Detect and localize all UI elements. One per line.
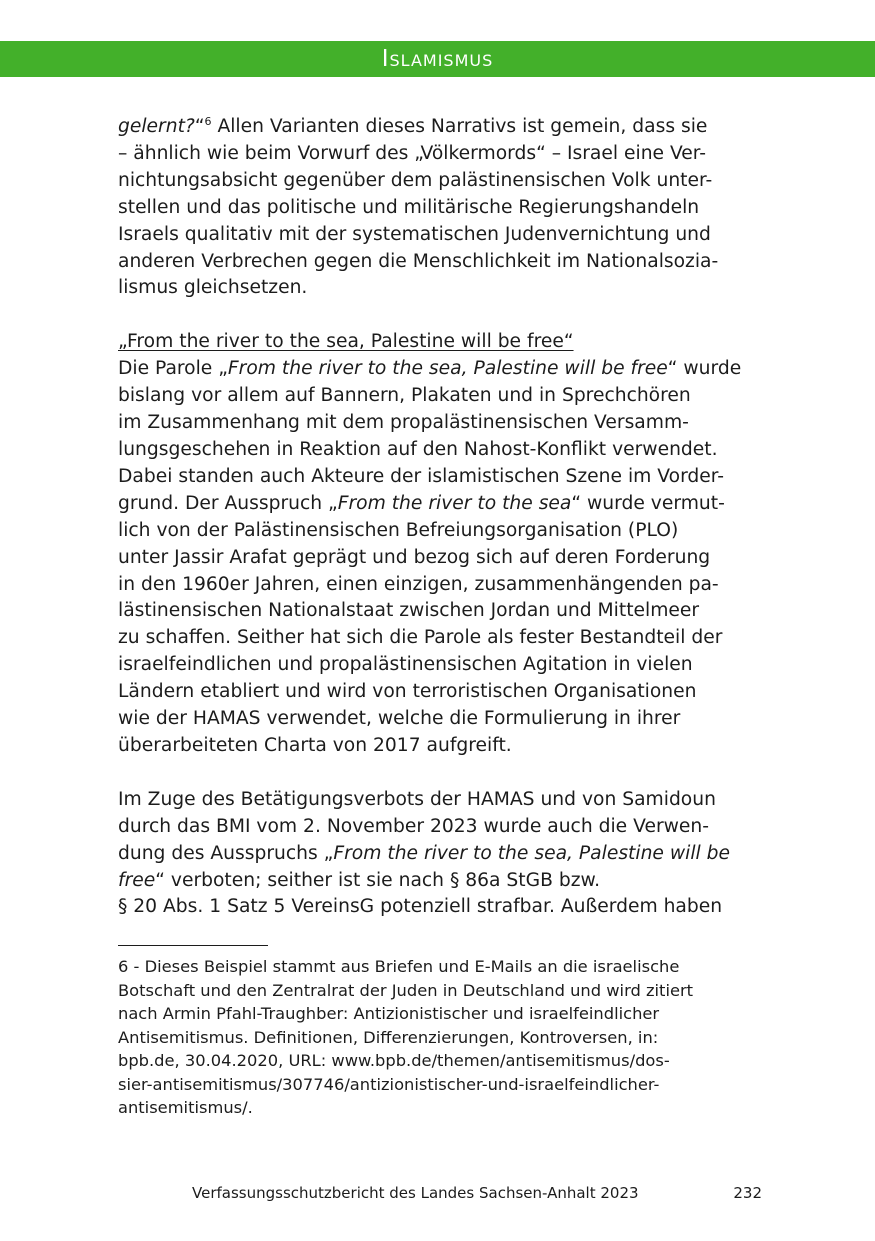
text-run: “ wurde vermut- lich von der Palästinensischen Befreiungsorganisation (PLO) unter Jassir Arafat geprägt und bezog sich auf deren Forderung in den 1960er Jahren, einen einzigen, zusammenhängenden pa- lästinensischen Nationalstaat zwischen Jordan und Mittelmeer zu schaffen. Seither hat sich die Parole als fester Bestandteil der israelfeindlichen und propalästinensischen Agitation in vielen Ländern etabliert und wird von terroristischen Organisationen wie der HAMAS verwendet, welche die Formulierung in ihrer überarbeiteten Charta von 2017 aufgreift. <box>118 492 725 756</box>
paragraph-2 <box>118 356 758 760</box>
paragraph-1 <box>118 114 758 302</box>
page-number: 232 <box>733 1184 762 1202</box>
main-text <box>118 114 758 921</box>
text-run: “ verboten; seither ist sie nach § 86a StGB bzw. § 20 Abs. 1 Satz 5 VereinsG potenziell strafbar. Außerdem haben <box>118 869 723 918</box>
footnote-6: 6 - Dieses Beispiel stammt aus Briefen und E-Mails an die israelische Botschaft und den Zentralrat der Juden in Deutschland und wird zitiert nach Armin Pfahl-Traughber: Antizionistischer und israelfeindlicher Antisemitismus. Definitionen, Differenzierungen, Kontroversen, in: bpb.de, 30.04.2020, URL: www.bpb.de/themen/antisemitismus/dos- sier-antisemitismus/307746/antizionistischer-und-israelfeindlicher- antisemitismus/. <box>118 957 694 1117</box>
section-header-band <box>0 41 875 77</box>
footnote-divider <box>118 945 268 946</box>
text-run: Die Parole „ <box>118 358 228 380</box>
text-run: Im Zuge des Betätigungsverbots der HAMAS und von Samidoun durch das BMI vom 2. November 2023 wurde auch die Verwen- dung des Ausspruchs „ <box>118 788 716 864</box>
italic-text-run: From the river to the sea <box>337 492 572 514</box>
italic-text-run: From the river to the sea, Palestine will be free <box>227 358 668 380</box>
italic-text-run: From the river to the sea, Palestine will be free <box>118 842 731 891</box>
publication-title: Verfassungsschutzbericht des Landes Sachsen-Anhalt 2023 <box>192 1184 639 1202</box>
text-run: “ <box>194 116 205 137</box>
text-run: Allen Varianten dieses Narrativs ist gemein, dass sie – ähnlich wie beim Vorwurf des „Völkermords“ – Israel eine Ver- nichtungsabsicht gegenüber dem palästinensischen Volk unter- stellen und das politische und militärische Regierungshandeln Israels qualitativ mit der systematischen Judenvernichtung und anderen Verbrechen gegen die Menschlichkeit im Nationalsozia- lismus gleichsetzen. <box>118 116 719 299</box>
paragraph-gap <box>118 302 758 329</box>
text-run: “ wurde bislang vor allem auf Bannern, Plakaten und in Sprechchören im Zusammenhang mit dem propalästinensischen Versamm- lungsgeschehen in Reaktion auf den Nahost-Konflikt verwendet. Dabei standen auch Akteure der islamistischen Szene im Vorder- grund. Der Ausspruch „ <box>118 358 742 514</box>
italic-text-run: gelernt? <box>118 116 195 137</box>
subheading: „From the river to the sea, Palestine will be free“ <box>118 331 574 353</box>
paragraph-3 <box>118 787 758 922</box>
paragraph-gap <box>118 760 758 787</box>
section-title: Islamismus <box>381 46 494 72</box>
footnote-reference: 6 <box>204 114 212 128</box>
